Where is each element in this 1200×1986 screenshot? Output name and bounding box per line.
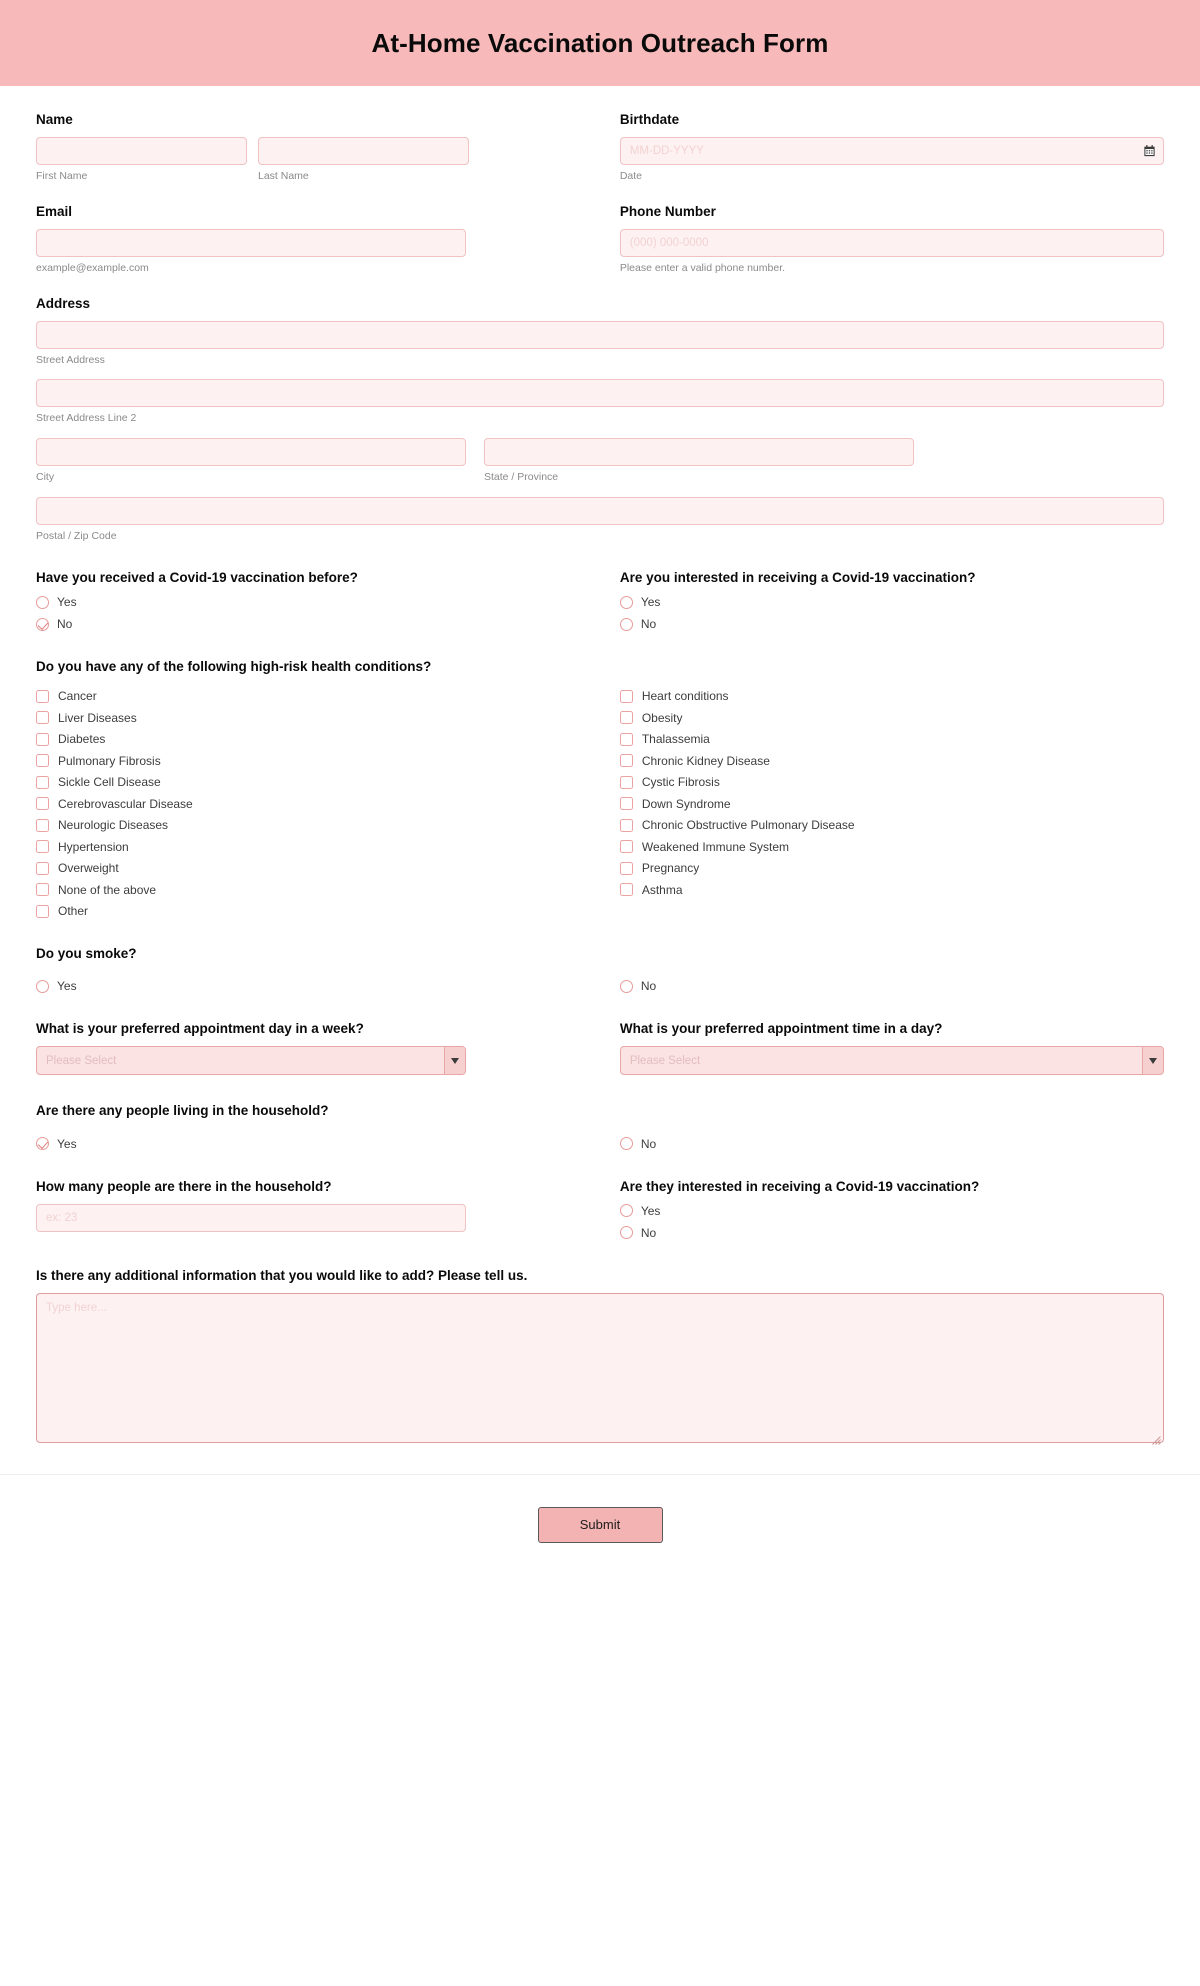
q-day-select-wrap [36,1046,466,1075]
q-smoke-group [36,946,1164,993]
checkbox-icon[interactable] [620,883,633,896]
checkbox-item[interactable] [620,818,1164,832]
option-label: Yes [640,595,661,610]
q-conditions-group [36,659,1164,918]
birthdate-label: Birthdate [619,112,680,127]
appointment-time-select[interactable] [620,1046,1164,1075]
checkbox-label: Neurologic Diseases [58,818,169,832]
selected-value: Please Select [629,1054,701,1067]
checkbox-label: Pregnancy [641,861,700,875]
appointment-day-select[interactable] [36,1046,466,1075]
checkbox-label: Weakened Immune System [641,839,790,854]
option-label: No [640,1225,657,1240]
zip-group [36,497,1164,543]
q-received-label: Have you received a Covid-19 vaccination before? [36,570,358,586]
radio-icon[interactable] [36,596,49,609]
street-address-sublabel: Street Address [36,353,105,366]
q-smoke-option-yes-wrap [36,971,602,993]
birthdate-field-group [620,112,1164,183]
q-household-option-no-wrap [620,1129,1164,1151]
option-label: No [57,617,73,632]
option-label: Yes [57,1136,77,1151]
name-birthdate-row [36,112,1164,183]
email-input[interactable] [36,229,466,257]
phone-sublabel: Please enter a valid phone number. [619,261,786,274]
q-conditions-left-column [36,682,602,919]
radio-checked-icon[interactable] [36,1137,49,1150]
checkbox-icon[interactable] [36,776,49,789]
checkbox-icon[interactable] [36,862,49,875]
checkbox-item[interactable] [620,840,1164,854]
appointment-row [36,1021,1164,1075]
checkbox-label: Asthma [641,882,683,897]
name-label: Name [36,112,73,127]
q-interested-label: Are you interested in receiving a Covid-19 vaccination? [619,570,976,586]
checkbox-item[interactable] [620,711,1164,725]
state-province-sublabel: State / Province [484,470,559,483]
birthdate-input[interactable] [620,137,1164,165]
q-household-count-label: How many people are there in the household? [36,1178,332,1194]
q-time-group [620,1021,1164,1075]
q-household-interested-option-yes[interactable] [620,1204,1164,1218]
email-sublabel: example@example.com [36,261,149,274]
checkbox-item[interactable] [620,797,1164,811]
checkbox-icon[interactable] [620,840,633,853]
radio-checked-icon[interactable] [36,618,49,631]
q-smoke-options [36,971,1164,993]
checkbox-icon[interactable] [36,690,49,703]
form-footer [0,1474,1200,1583]
checkbox-item[interactable] [620,775,1164,789]
radio-icon[interactable] [620,1137,633,1150]
q-smoke-option-no-wrap [620,971,1164,993]
checkbox-label: Hypertension [58,839,129,854]
birthdate-input-wrap [620,137,1164,165]
checkbox-icon[interactable] [620,819,633,832]
postal-zip-sublabel: Postal / Zip Code [36,529,117,542]
state-group [484,438,914,484]
radio-icon[interactable] [620,980,633,993]
state-province-input[interactable] [484,438,914,466]
checkbox-label: Chronic Kidney Disease [641,753,770,768]
checkbox-item[interactable] [36,861,602,875]
checkbox-label: None of the above [58,882,157,897]
form-body [0,86,1200,1448]
radio-icon[interactable] [620,1226,633,1239]
checkbox-item[interactable] [620,689,1164,703]
radio-icon[interactable] [620,618,633,631]
household-count-input[interactable] [36,1204,466,1232]
email-label: Email [36,203,73,219]
q-received-group [36,570,602,631]
q-day-label: What is your preferred appointment day in a week? [36,1021,364,1037]
phone-input[interactable] [620,229,1164,257]
name-field-group [36,112,602,183]
last-name-sublabel: Last Name [258,170,309,183]
checkbox-item[interactable] [36,904,602,918]
q-additional-group [36,1268,1164,1448]
address-field-group [36,296,1164,543]
q-household-interested-option-no[interactable] [620,1226,1164,1240]
street-address-line2-input[interactable] [36,379,1164,407]
chevron-down-icon[interactable] [444,1047,465,1074]
q-time-select-wrap [620,1046,1164,1075]
q-household-options [36,1129,1164,1151]
checkbox-icon[interactable] [36,754,49,767]
q-additional-label: Is there any additional information that you would like to add? Please tell us. [36,1267,528,1283]
phone-field-group [620,204,1164,275]
checkbox-icon[interactable] [620,862,633,875]
q-interested-option-no[interactable] [620,617,1164,631]
option-label: No [640,1136,657,1151]
postal-zip-input[interactable] [36,497,1164,525]
checkbox-item[interactable] [36,689,602,703]
email-field-group [36,204,602,275]
phone-label: Phone Number [619,203,716,219]
checkbox-icon[interactable] [36,797,49,810]
selected-value: Please Select [46,1054,117,1067]
address-label: Address [36,295,91,311]
q-conditions-columns [36,682,1164,919]
checkbox-item[interactable] [620,861,1164,875]
first-name-group [36,137,247,183]
checkbox-icon[interactable] [36,840,49,853]
checkbox-label: Diabetes [58,732,106,746]
checkbox-icon[interactable] [620,733,633,746]
option-label: Yes [57,979,77,994]
radio-icon[interactable] [620,1204,633,1217]
q-received-option-no[interactable] [36,617,602,631]
checkbox-label: Cancer [58,689,97,703]
checkbox-icon[interactable] [36,733,49,746]
checkbox-icon[interactable] [36,711,49,724]
radio-icon[interactable] [36,980,49,993]
page-title: At-Home Vaccination Outreach Form [371,27,829,58]
checkbox-item[interactable] [620,754,1164,768]
q-household-option-yes[interactable] [36,1137,602,1151]
option-label: No [640,617,657,632]
q-household-group [36,1103,1164,1150]
name-inputs [36,137,602,183]
checkbox-item[interactable] [620,883,1164,897]
q-household-option-no[interactable] [620,1137,1164,1151]
option-label: No [640,979,657,994]
q-conditions-label: Do you have any of the following high-risk health conditions? [36,659,432,675]
checkbox-label: Chronic Obstructive Pulmonary Disease [641,818,855,832]
checkbox-icon[interactable] [620,797,633,810]
checkbox-icon[interactable] [620,754,633,767]
checkbox-item[interactable] [36,840,602,854]
city-group [36,438,466,484]
first-name-input[interactable] [36,137,247,165]
street-address-line2-sublabel: Street Address Line 2 [36,412,137,425]
q-smoke-label: Do you smoke? [36,946,137,961]
vaccination-questions-row [36,570,1164,631]
checkbox-label: Sickle Cell Disease [58,775,161,789]
checkbox-label: Overweight [58,861,119,875]
city-input[interactable] [36,438,466,466]
radio-icon[interactable] [620,596,633,609]
option-label: Yes [640,1203,661,1218]
checkbox-item[interactable] [36,883,602,897]
checkbox-icon[interactable] [36,905,49,918]
checkbox-label: Other [58,904,89,918]
checkbox-icon[interactable] [620,776,633,789]
checkbox-label: Thalassemia [641,732,710,746]
checkbox-label: Pulmonary Fibrosis [58,753,161,768]
q-time-label: What is your preferred appointment time in a day? [619,1021,943,1037]
checkbox-item[interactable] [36,818,602,832]
q-interested-group [620,570,1164,631]
q-conditions-right-column [620,682,1164,919]
checkbox-item[interactable] [36,754,602,768]
q-household-option-yes-wrap [36,1129,602,1151]
q-household-interested-group [620,1179,1164,1240]
checkbox-label: Liver Diseases [58,710,137,725]
last-name-input[interactable] [258,137,469,165]
q-household-label: Are there any people living in the household? [36,1103,329,1119]
city-state-row [36,438,1164,484]
household-details-row [36,1179,1164,1240]
checkbox-label: Down Syndrome [641,796,731,811]
q-received-option-yes[interactable] [36,595,602,609]
checkbox-label: Cystic Fibrosis [641,775,720,789]
checkbox-label: Obesity [641,710,683,725]
q-day-group [36,1021,602,1075]
q-smoke-option-yes[interactable] [36,979,602,993]
checkbox-item[interactable] [36,797,602,811]
checkbox-icon[interactable] [36,883,49,896]
checkbox-label: Cerebrovascular Disease [58,796,193,811]
checkbox-item[interactable] [36,775,602,789]
checkbox-icon[interactable] [620,690,633,703]
street-address-input[interactable] [36,321,1164,349]
checkbox-item[interactable] [620,732,1164,746]
checkbox-icon[interactable] [36,819,49,832]
form-header [0,0,1200,86]
birthdate-sublabel: Date [619,170,643,183]
q-household-interested-label: Are they interested in receiving a Covid-19 vaccination? [619,1178,980,1194]
checkbox-item[interactable] [36,711,602,725]
additional-info-textarea[interactable] [36,1293,1164,1443]
city-sublabel: City [36,470,55,483]
option-label: Yes [57,595,77,610]
checkbox-icon[interactable] [620,711,633,724]
submit-button[interactable]: Submit [538,1507,663,1543]
chevron-down-icon[interactable] [1142,1047,1163,1074]
q-household-count-group [36,1179,602,1240]
checkbox-item[interactable] [36,732,602,746]
first-name-sublabel: First Name [36,170,88,183]
q-smoke-option-no[interactable] [620,979,1164,993]
checkbox-label: Heart conditions [641,689,729,703]
q-interested-option-yes[interactable] [620,595,1164,609]
email-phone-row [36,204,1164,275]
additional-info-wrap [36,1293,1164,1448]
last-name-group [258,137,469,183]
